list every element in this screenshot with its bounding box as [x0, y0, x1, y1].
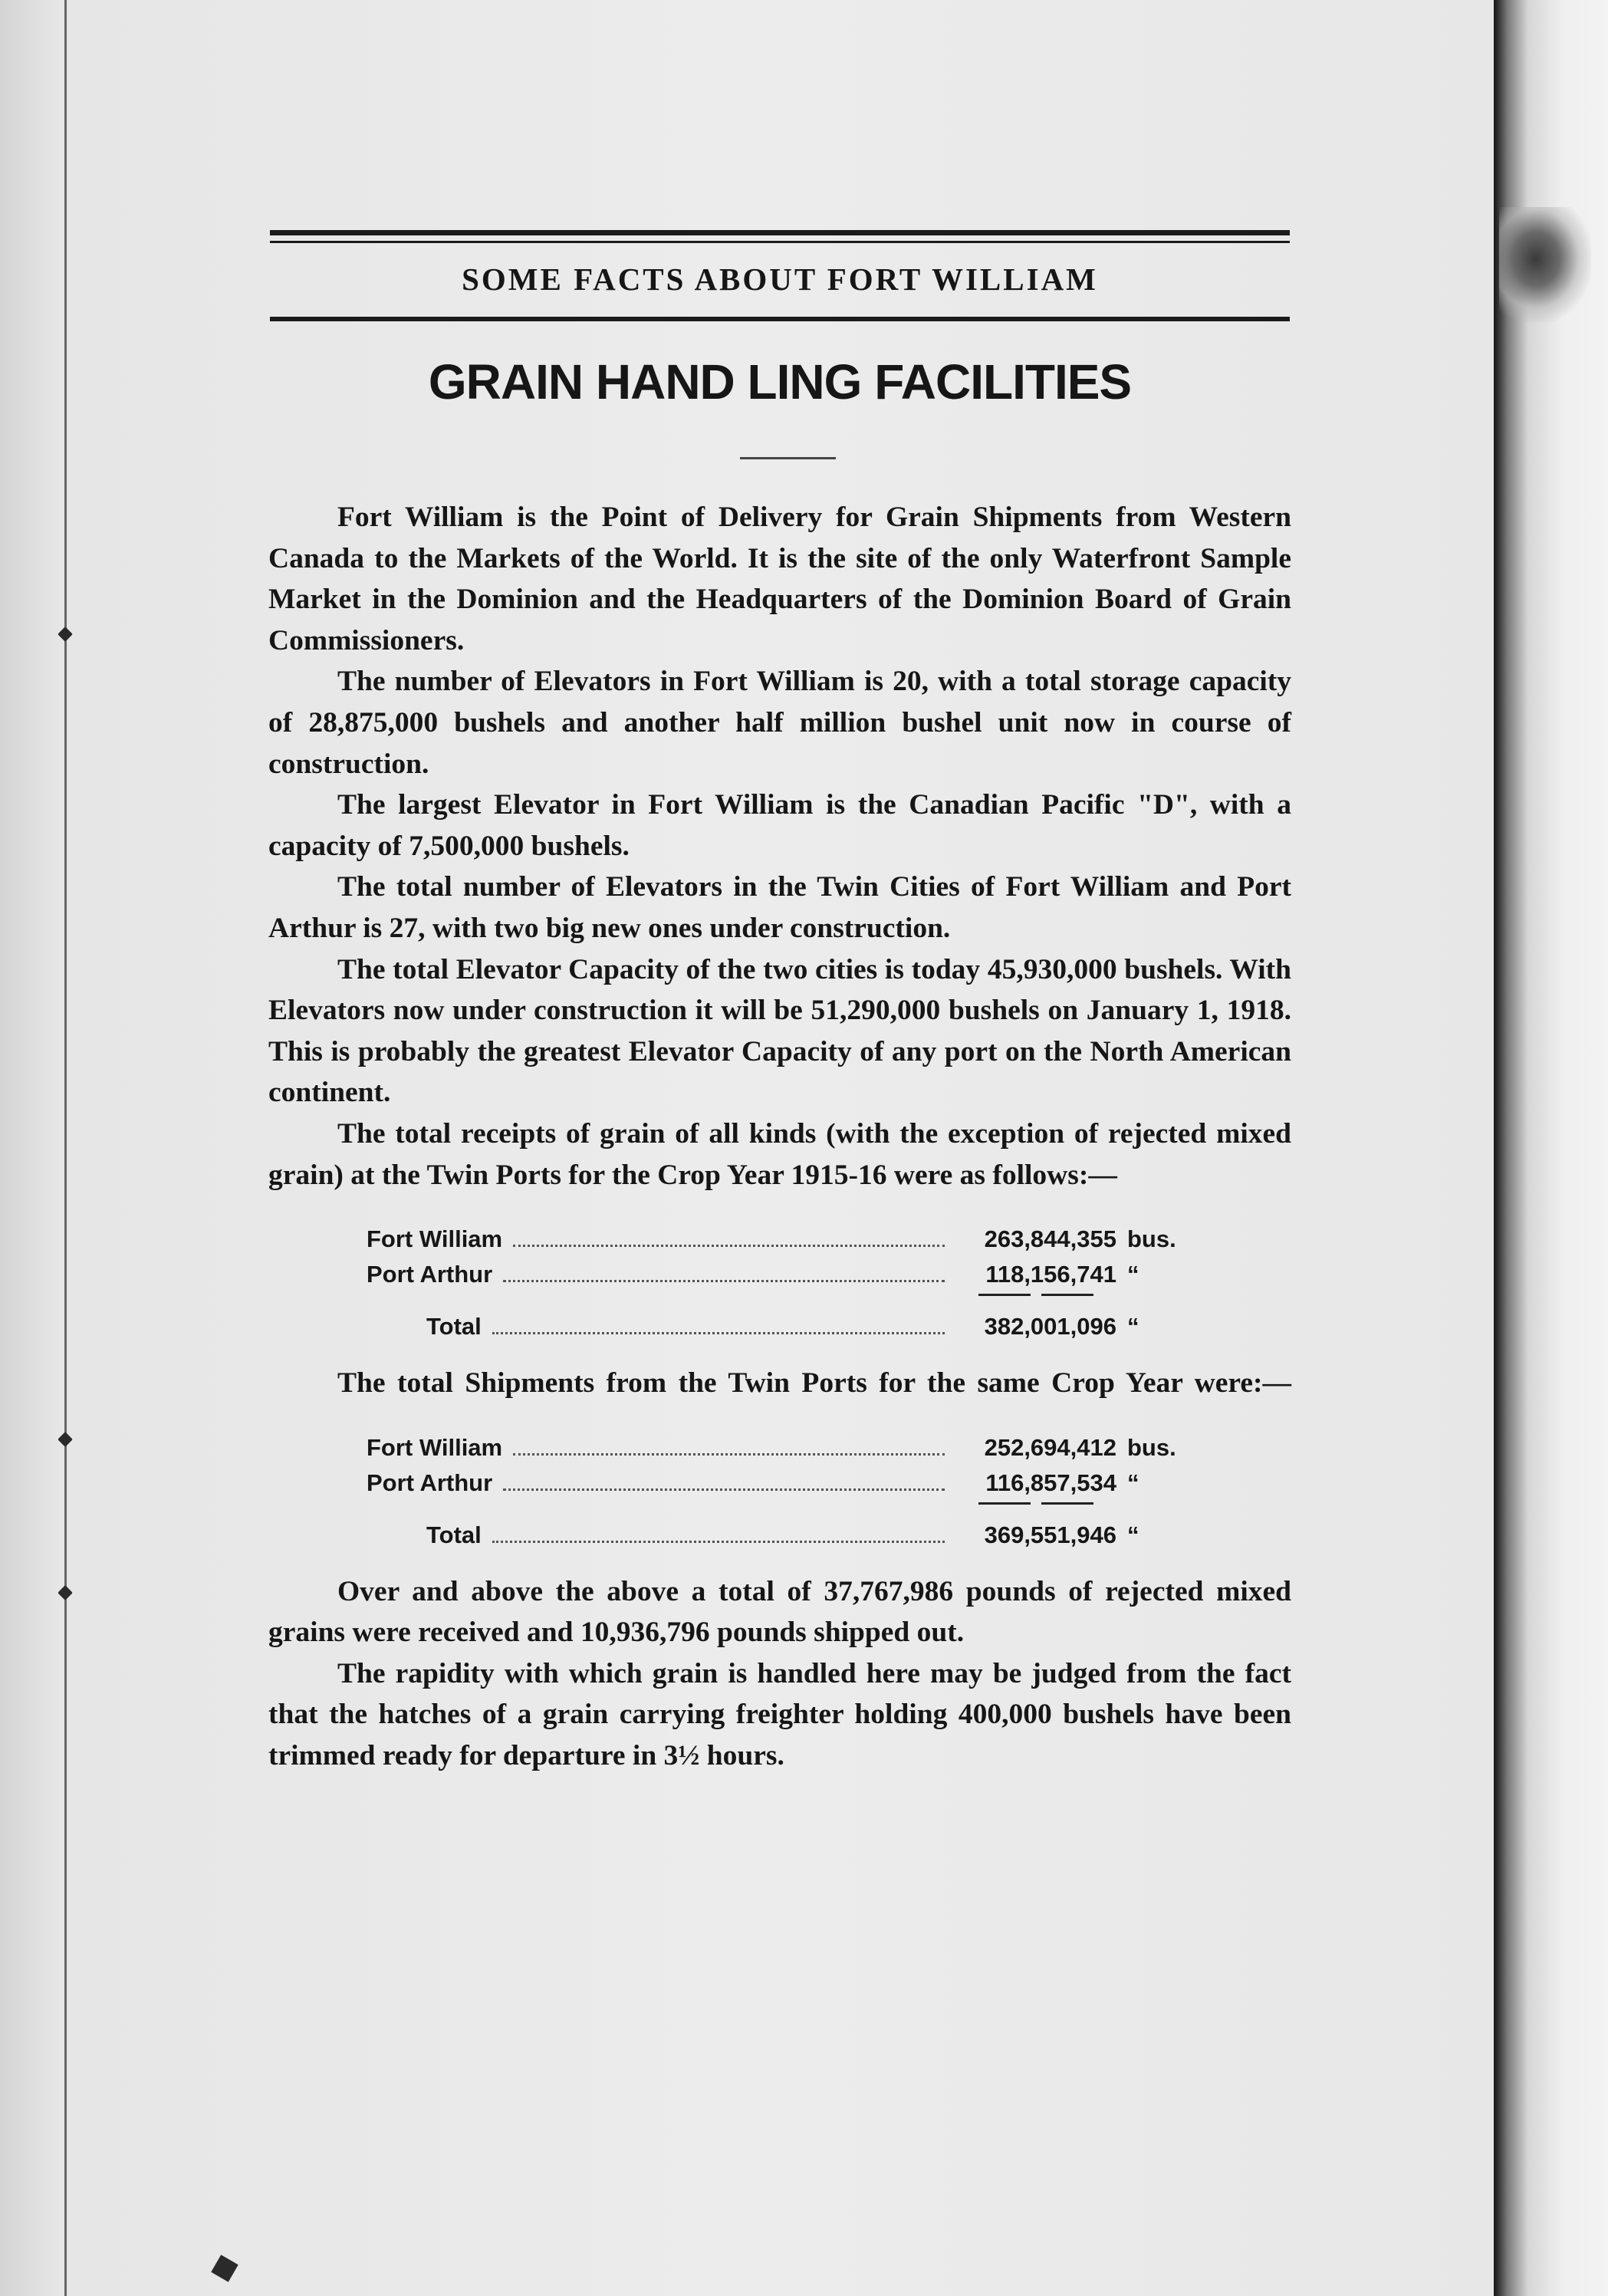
binding-line [64, 0, 67, 2296]
paragraph: Over and above the above a total of 37,767,986 pounds of rejected mixed grains were received and 10,936,796 pounds shipped out. [268, 1575, 1291, 1649]
row-unit: bus. [1127, 1225, 1176, 1253]
receipts-table [367, 1219, 1187, 1341]
row-value: 263,844,355 [984, 1225, 1116, 1253]
table-row [367, 1462, 1187, 1498]
paragraph: The rapidity with which grain is handled here may be judged from the fact that the hatches of a grain carrying freighter holding 400,000 bushels have been trimmed ready for departure in 3½ hours. [268, 1657, 1291, 1772]
row-value: 118,156,741 [985, 1261, 1116, 1288]
ink-smudge [1499, 207, 1591, 322]
page-title: GRAIN HAND LING FACILITIES [428, 354, 1132, 410]
body-text [268, 497, 1291, 1777]
row-label: Fort William [367, 1433, 503, 1461]
dot-leader [503, 1280, 945, 1282]
paragraph: The total Shipments from the Twin Ports for the same Crop Year were:— [337, 1367, 1291, 1400]
dot-leader [503, 1488, 945, 1491]
table-row [367, 1427, 1187, 1462]
paragraph: The total Elevator Capacity of the two cities is today 45,930,000 bushels. With Elevators now under construction it will be 51,290,000 bushels on January 1, 1918. This is probably the greatest Elevator Capacity of any port on the North American continent. [268, 953, 1291, 1109]
shipments-table [367, 1427, 1187, 1550]
paragraph: The largest Elevator in Fort William is the Canadian Pacific "D", with a capacity of 7,500,000 bushels. [268, 789, 1291, 862]
paragraph: The number of Elevators in Fort William is 20, with a total storage capacity of 28,875,000 bushels and another half million bushel unit now in course of construction. [268, 666, 1291, 780]
dot-leader [492, 1541, 945, 1543]
row-unit: “ [1127, 1261, 1139, 1288]
header-rule-bottom [270, 317, 1290, 321]
row-unit: “ [1127, 1521, 1139, 1548]
row-unit: “ [1127, 1313, 1139, 1340]
title-underline [740, 457, 836, 459]
row-label: Port Arthur [367, 1469, 493, 1496]
table-row [367, 1219, 1187, 1254]
row-label: Port Arthur [367, 1261, 493, 1288]
paragraph: The total number of Elevators in the Twin Cities of Fort William and Port Arthur is 27, with two big new ones under construction. [268, 871, 1291, 944]
running-head: SOME FACTS ABOUT FORT WILLIAM [462, 262, 1098, 297]
table-row-total [367, 1515, 1187, 1550]
dot-leader [492, 1332, 945, 1334]
row-unit: “ [1127, 1469, 1139, 1496]
row-unit: bus. [1127, 1433, 1176, 1461]
dot-leader [513, 1453, 945, 1456]
header-rule-top [270, 230, 1290, 235]
row-value: 369,551,946 [984, 1521, 1116, 1548]
table-row [367, 1254, 1187, 1289]
header-rule-top-thin [270, 241, 1290, 243]
row-value: 252,694,412 [984, 1433, 1116, 1461]
dot-leader [513, 1245, 945, 1247]
row-label: Total [426, 1313, 482, 1340]
row-label: Fort William [367, 1225, 503, 1253]
row-value: 382,001,096 [984, 1313, 1116, 1340]
row-label: Total [426, 1521, 482, 1548]
row-value: 116,857,534 [985, 1469, 1116, 1496]
paragraph: The total receipts of grain of all kinds (with the exception of rejected mixed grain) at the Twin Ports for the Crop Year 1915-16 were as follows:— [268, 1117, 1291, 1191]
paragraph: Fort William is the Point of Delivery for Grain Shipments from Western Canada to the Markets of the World. It is the site of the only Waterfront Sample Market in the Dominion and the Headquarters of the Dominion Board of Grain Commissioners. [268, 502, 1291, 656]
table-row-total [367, 1306, 1187, 1341]
page-edge-shadow [1494, 0, 1608, 2296]
